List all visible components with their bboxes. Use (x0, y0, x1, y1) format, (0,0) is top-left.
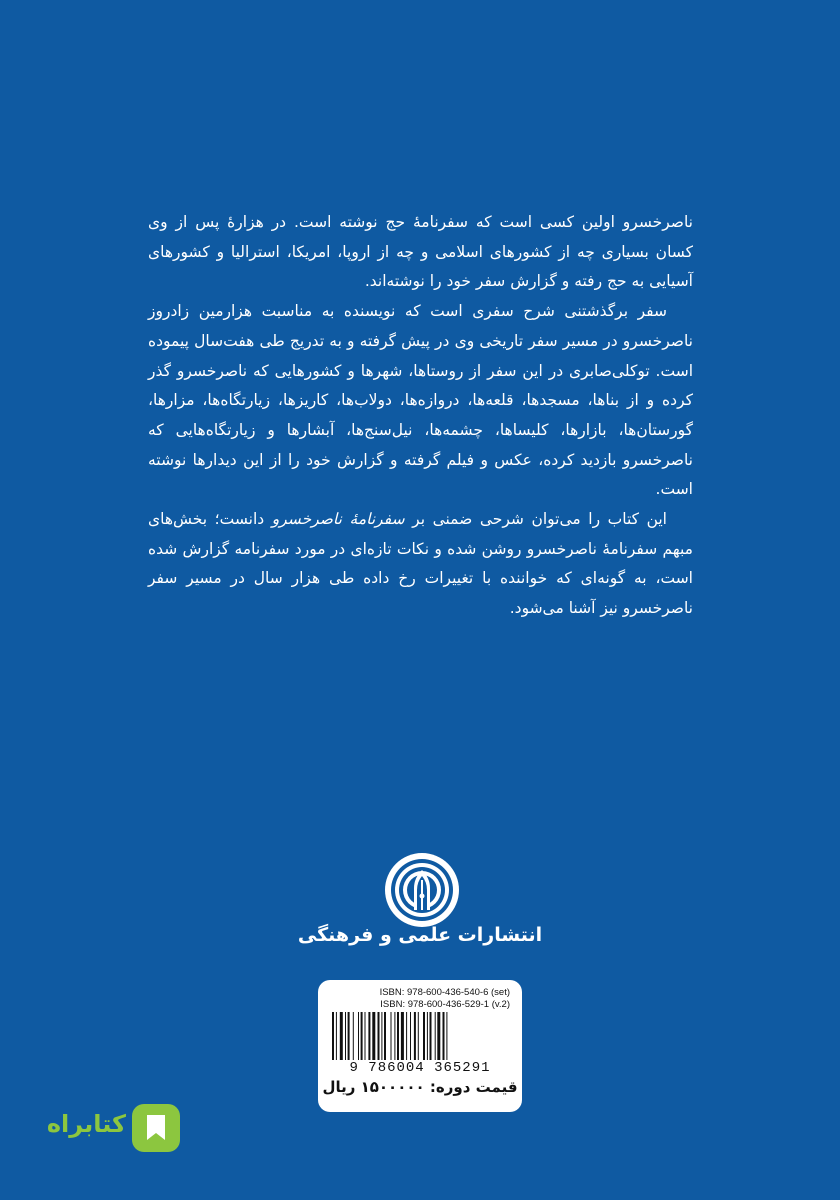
publisher-name: انتشارات علمی و فرهنگی (297, 924, 543, 946)
ketabrah-brand (34, 1100, 184, 1156)
blurb-paragraph-3-end: دانست؛ بخش‌های مبهم سفرنامهٔ ناصرخسرو روشن شده و نکات تازه‌ای در مورد سفرنامه گزارش شده است، به گونه‌ای که خواننده با تغییرات رخ داده طی هزار سال در مسیر سفر ناصرخسرو نیز آشنا می‌شود. (148, 510, 693, 618)
barcode-panel (318, 980, 522, 1112)
blurb-book-title-italic: سفرنامهٔ ناصرخسرو (271, 510, 405, 529)
ketabrah-wordmark: کتابراه (46, 1110, 126, 1138)
isbn-set: ISBN: 978-600-436-540-6 (set) (379, 987, 510, 998)
blurb-paragraph-2: سفر برگذشتنی شرح سفری است که نویسنده به مناسبت هزارمین زادروز ناصرخسرو در مسیر سفر تاریخی وی در پیش گرفته و به تدریج طی هفت‌سال پیموده است. توکلی‌صابری در این سفر از روستاها، شهرها و کشورهایی که ناصرخسرو گذر کرده و از بناها، مسجدها، قلعه‌ها، دروازه‌ها، دولاب‌ها، کاریزها، زیارتگاه‌ها، مزارها، گورستان‌ها، بازارها، کلیساها، چشمه‌ها، نیل‌سنج‌ها، آبشارها و زیارتگاه‌هایی که ناصرخسرو بازدید کرده، عکس و فیلم گرفته و گزارش خود را از این دیدارها نوشته است. (148, 302, 693, 499)
back-cover-blurb (148, 208, 693, 624)
ketabrah-bookmark-icon (128, 1100, 184, 1156)
blurb-paragraph-3 (148, 505, 693, 624)
isbn-volume: ISBN: 978-600-436-529-1 (v.2) (380, 999, 510, 1010)
price-label: قیمت دوره: ۱۵۰۰۰۰۰ ریال (322, 1078, 518, 1096)
barcode-digits: 9 786004 365291 (349, 1060, 491, 1076)
blurb-paragraph-3-start: این کتاب را می‌توان شرحی ضمنی بر (412, 510, 667, 529)
pen-nib-radial-logo-icon (384, 852, 460, 928)
blurb-paragraph-1: ناصرخسرو اولین کسی است که سفرنامهٔ حج نوشته است. در هزارهٔ پس از وی کسان بسیاری چه از کشورهای اسلامی و چه از اروپا، امریکا، استرالیا و کشورهای آسیایی به حج رفته و گزارش سفر خود را نوشته‌اند. (148, 213, 693, 291)
barcode-bars (332, 1012, 508, 1060)
